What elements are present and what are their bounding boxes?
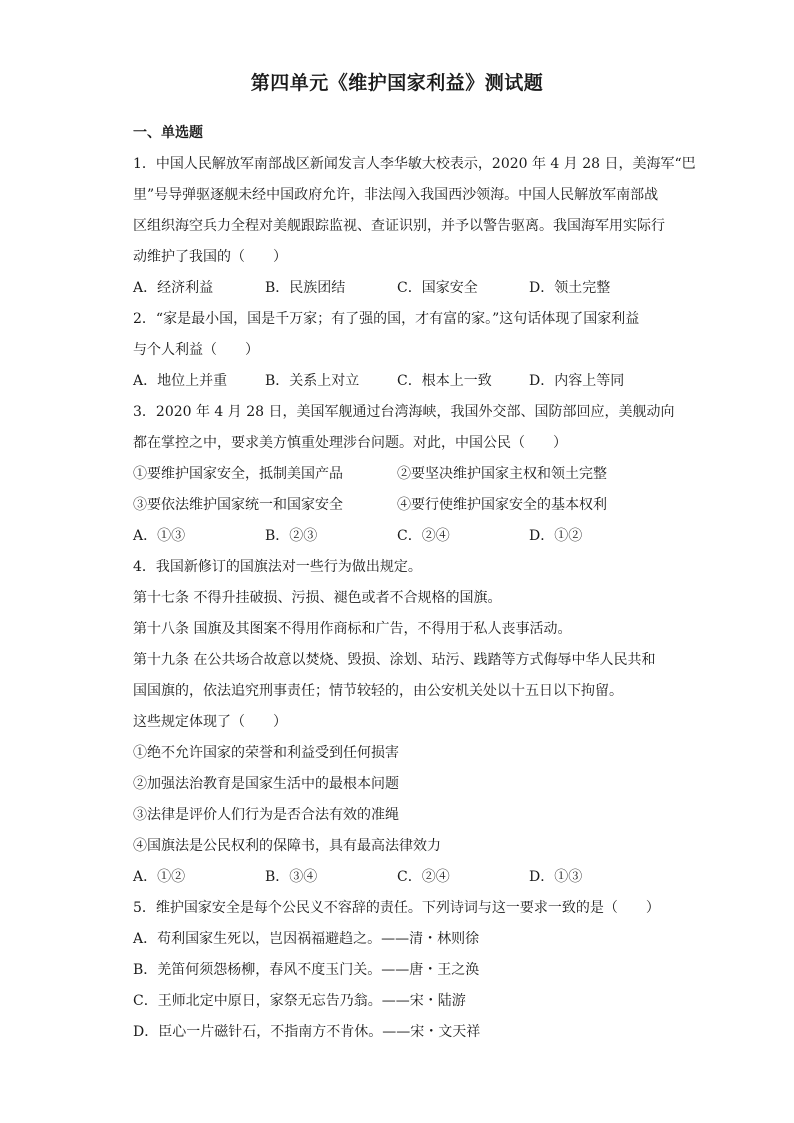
question-text-line: 里”号导弹驱逐舰未经中国政府允许，非法闯入我国西沙领海。中国人民解放军南部战 xyxy=(133,187,659,203)
option-c: C．根本上一致 xyxy=(397,373,492,389)
option-b: B．羌笛何须怨杨柳，春风不度玉门关。——唐・王之涣 xyxy=(133,962,480,978)
article-19: 第十九条 在公共场合故意以焚烧、毁损、涂划、玷污、践踏等方式侮辱中华人民共和 xyxy=(133,652,656,668)
answer-options xyxy=(133,862,661,893)
article-18: 第十八条 国旗及其图案不得用作商标和广告，不得用于私人丧事活动。 xyxy=(133,621,572,637)
question-text-line: 都在掌控之中，要求美方慎重处理涉台问题。对此，中国公民（ ） xyxy=(133,435,567,451)
statement-4: ④国旗法是公民权利的保障书，具有最高法律效力 xyxy=(133,838,441,854)
option-b: B．②③ xyxy=(265,528,318,544)
question-text-line: 3．2020 年 4 月 28 日，美国军舰通过台湾海峡，我国外交部、国防部回应，美舰动向 xyxy=(133,404,675,420)
statement-3: ③要依法维护国家统一和国家安全 xyxy=(133,497,343,513)
question-text-line: 5．维护国家安全是每个公民义不容辞的责任。下列诗词与这一要求一致的是（ ） xyxy=(133,900,660,916)
option-c: C．②④ xyxy=(397,869,450,885)
option-a: A．苟利国家生死以，岂因祸福避趋之。——清・林则徐 xyxy=(133,931,480,947)
option-a: A．①② xyxy=(133,869,186,885)
statement-row xyxy=(133,490,661,521)
question-3 xyxy=(133,397,675,552)
statement-2: ②要坚决维护国家主权和领土完整 xyxy=(397,466,607,482)
article-19-cont: 国国旗的，依法追究刑事责任；情节较轻的，由公安机关处以十五日以下拘留。 xyxy=(133,683,623,699)
statement-row xyxy=(133,459,661,490)
page-title: 第四单元《维护国家利益》测试题 xyxy=(250,72,544,94)
answer-options xyxy=(133,366,661,397)
option-b: B．关系上对立 xyxy=(265,373,360,389)
option-c: C．②④ xyxy=(397,528,450,544)
question-text-line: 4．我国新修订的国旗法对一些行为做出规定。 xyxy=(133,559,422,575)
statement-4: ④要行使维护国家安全的基本权利 xyxy=(397,497,607,513)
option-c: C．国家安全 xyxy=(397,280,478,296)
statement-1: ①要维护国家安全，抵制美国产品 xyxy=(133,466,343,482)
option-d: D．①③ xyxy=(529,869,583,885)
question-2 xyxy=(133,304,661,397)
option-d: D．内容上等同 xyxy=(529,373,625,389)
question-list xyxy=(133,118,696,1048)
question-5 xyxy=(133,893,661,1048)
question-text-line: 2．“家是最小国，国是千万家；有了强的国，才有富的家。”这句话体现了国家利益 xyxy=(133,311,640,327)
statement-3: ③法律是评价人们行为是否合法有效的准绳 xyxy=(133,807,399,823)
question-text-line: 与个人利益（ ） xyxy=(133,342,259,358)
statement-2: ②加强法治教育是国家生活中的最根本问题 xyxy=(133,776,399,792)
question-text-line: 区组织海空兵力全程对美舰跟踪监视、查证识别，并予以警告驱离。我国海军用实际行 xyxy=(133,218,665,234)
option-a: A．①③ xyxy=(133,528,186,544)
question-text-line: 1．中国人民解放军南部战区新闻发言人李华敏大校表示，2020 年 4 月 28 日，美海军“巴 xyxy=(133,156,696,172)
question-prompt: 这些规定体现了（ ） xyxy=(133,714,287,730)
option-b: B．③④ xyxy=(265,869,318,885)
option-d: D．①② xyxy=(529,528,583,544)
article-17: 第十七条 不得升挂破损、污损、褪色或者不合规格的国旗。 xyxy=(133,590,502,606)
question-4 xyxy=(133,552,661,893)
answer-options xyxy=(133,273,661,304)
option-c: C．王师北定中原日，家祭无忘告乃翁。——宋・陆游 xyxy=(133,993,466,1009)
question-text-line: 动维护了我国的（ ） xyxy=(133,249,287,265)
option-b: B．民族团结 xyxy=(265,280,346,296)
section-heading: 一、单选题 xyxy=(133,125,203,141)
option-a: A．地位上并重 xyxy=(133,373,228,389)
question-1 xyxy=(133,149,696,304)
option-a: A．经济利益 xyxy=(133,280,214,296)
option-d: D．臣心一片磁针石，不指南方不肯休。——宋・文天祥 xyxy=(133,1024,481,1040)
statement-1: ①绝不允许国家的荣誉和利益受到任何损害 xyxy=(133,745,399,761)
answer-options xyxy=(133,521,661,552)
option-d: D．领土完整 xyxy=(529,280,611,296)
